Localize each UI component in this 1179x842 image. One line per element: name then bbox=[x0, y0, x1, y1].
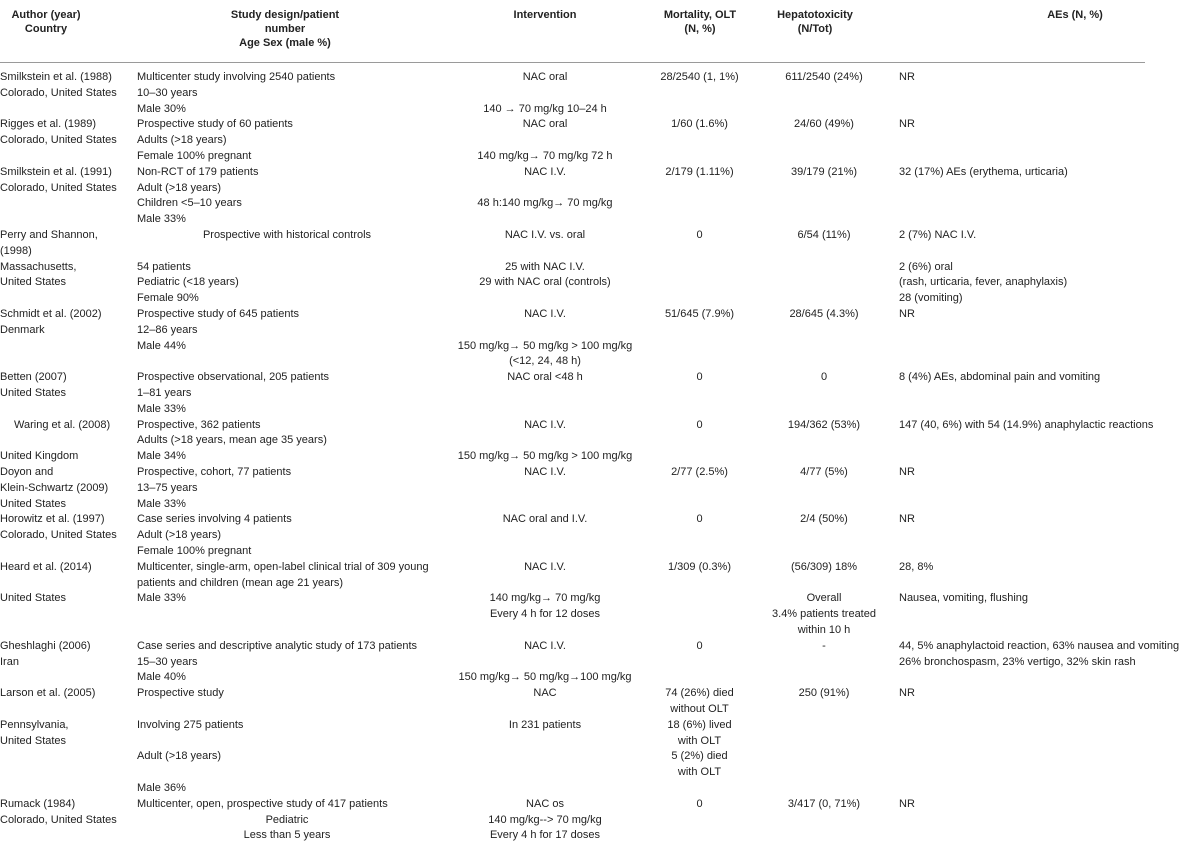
cell-mortality: 5 (2%) died bbox=[671, 750, 728, 763]
cell-hepatotoxicity: 2/4 (50%) bbox=[800, 513, 848, 526]
cell-aes: 8 (4%) AEs, abdominal pain and vomiting bbox=[899, 371, 1101, 384]
cell-hepatotoxicity: 24/60 (49%) bbox=[794, 118, 854, 131]
cell-intervention: 150 mg/kg→ 50 mg/kg→100 mg/kg bbox=[458, 671, 632, 684]
cell-author: Heard et al. (2014) bbox=[0, 560, 92, 573]
cell-intervention: NAC I.V. bbox=[524, 418, 566, 431]
cell-intervention: NAC oral bbox=[522, 118, 568, 131]
cell-author: United Kingdom bbox=[0, 450, 79, 463]
cell-design: Male 34% bbox=[137, 450, 186, 463]
cell-hepatotoxicity: 39/179 (21%) bbox=[790, 165, 858, 178]
cell-design: patients and children (mean age 21 years) bbox=[137, 576, 344, 589]
cell-intervention: NAC oral bbox=[522, 71, 568, 83]
cell-hepatotoxicity: 0 bbox=[820, 371, 828, 384]
cell-design: Involving 275 patients bbox=[137, 718, 244, 731]
cell-author: Pennsylvania, bbox=[0, 718, 69, 731]
cell-author: (1998) bbox=[0, 244, 32, 257]
cell-aes: NR bbox=[899, 308, 915, 320]
cell-hepatotoxicity: 194/362 (53%) bbox=[787, 418, 861, 431]
cell-mortality: 1/309 (0.3%) bbox=[668, 560, 731, 573]
cell-intervention: Every 4 h for 17 doses bbox=[489, 829, 601, 842]
cell-author: Colorado, United States bbox=[0, 134, 117, 147]
cell-aes: 2 (7%) NAC I.V. bbox=[899, 229, 977, 241]
cell-mortality: 2/179 (1.11%) bbox=[665, 165, 734, 178]
cell-intervention: NAC oral and I.V. bbox=[502, 513, 588, 526]
cell-aes: 147 (40, 6%) with 54 (14.9%) anaphylactic reactions bbox=[899, 418, 1154, 431]
cell-intervention: NAC I.V. bbox=[524, 308, 566, 320]
cell-design: Male 36% bbox=[137, 782, 186, 794]
cell-author: Rumack (1984) bbox=[0, 797, 76, 810]
header-line: Age Sex (male %) bbox=[239, 37, 331, 49]
cell-mortality: 0 bbox=[696, 639, 703, 652]
cell-intervention: NAC I.V. bbox=[524, 560, 566, 573]
cell-mortality: with OLT bbox=[677, 766, 722, 779]
cell-author: Smilkstein et al. (1991) bbox=[0, 165, 112, 178]
cell-author: United States bbox=[0, 497, 67, 510]
cell-design: Case series involving 4 patients bbox=[137, 513, 292, 526]
cell-design: Non-RCT of 179 patients bbox=[137, 165, 259, 178]
cell-design: Male 33% bbox=[137, 592, 186, 605]
cell-design: Multicenter study involving 2540 patients bbox=[137, 71, 336, 83]
cell-author: Colorado, United States bbox=[0, 86, 117, 99]
cell-design: Multicenter, open, prospective study of 417 patients bbox=[137, 797, 388, 810]
cell-mortality: with OLT bbox=[677, 734, 722, 747]
cell-mortality: 0 bbox=[696, 418, 703, 431]
cell-design: Male 30% bbox=[137, 102, 186, 115]
cell-design: Female 90% bbox=[137, 292, 199, 305]
cell-intervention: 140 mg/kg→ 70 mg/kg bbox=[489, 592, 601, 605]
cell-author: Schmidt et al. (2002) bbox=[0, 308, 102, 320]
cell-author: Klein-Schwartz (2009) bbox=[0, 481, 109, 494]
cell-intervention: 140 mg/kg--> 70 mg/kg bbox=[488, 813, 602, 826]
cell-design: 13–75 years bbox=[137, 481, 198, 494]
cell-design: Pediatric bbox=[265, 813, 309, 826]
cell-hepatotoxicity: 3/417 (0, 71%) bbox=[787, 797, 861, 810]
cell-design: 10–30 years bbox=[137, 86, 198, 99]
cell-hepatotoxicity: 6/54 (11%) bbox=[797, 229, 851, 241]
cell-intervention: 150 mg/kg→ 50 mg/kg > 100 mg/kg bbox=[457, 450, 633, 463]
cell-intervention: NAC oral <48 h bbox=[507, 371, 583, 384]
cell-design: Male 44% bbox=[137, 339, 186, 352]
cell-author: United States bbox=[0, 734, 67, 747]
cell-mortality: 0 bbox=[696, 513, 703, 526]
cell-design: 15–30 years bbox=[137, 655, 198, 668]
cell-aes: 44, 5% anaphylactoid reaction, 63% nausea and vomiting bbox=[899, 639, 1179, 652]
cell-hepatotoxicity: 3.4% patients treated bbox=[772, 608, 876, 621]
cell-intervention: (<12, 24, 48 h) bbox=[509, 355, 581, 368]
header-line: number bbox=[264, 23, 306, 35]
header-line: Hepatotoxicity bbox=[777, 9, 853, 21]
cell-aes: 28 (vomiting) bbox=[899, 292, 963, 305]
cell-intervention: NAC bbox=[533, 687, 557, 700]
cell-design: Less than 5 years bbox=[243, 829, 331, 842]
cell-design: Male 33% bbox=[137, 497, 186, 510]
cell-aes: NR bbox=[899, 71, 915, 83]
cell-mortality: without OLT bbox=[670, 703, 729, 715]
cell-mortality: 0 bbox=[696, 797, 703, 810]
cell-design: Adult (>18 years) bbox=[137, 750, 222, 763]
cell-intervention: 140 mg/kg→ 70 mg/kg 72 h bbox=[477, 150, 613, 162]
cell-design: Adult (>18 years) bbox=[137, 529, 222, 542]
header-line: Mortality, OLT bbox=[663, 9, 737, 21]
cell-intervention: NAC I.V. bbox=[524, 466, 566, 478]
cell-author: United States bbox=[0, 276, 67, 289]
cell-author: Doyon and bbox=[0, 466, 54, 478]
header-line: (N/Tot) bbox=[797, 23, 833, 35]
cell-mortality: 74 (26%) died bbox=[665, 687, 734, 700]
cell-intervention: In 231 patients bbox=[508, 718, 582, 731]
cell-intervention: 150 mg/kg→ 50 mg/kg > 100 mg/kg bbox=[457, 339, 633, 352]
cell-intervention: NAC I.V. vs. oral bbox=[504, 229, 586, 241]
cell-author: Colorado, United States bbox=[0, 813, 117, 826]
cell-author: Denmark bbox=[0, 323, 45, 336]
cell-design: Adults (>18 years, mean age 35 years) bbox=[137, 434, 327, 447]
cell-design: 12–86 years bbox=[137, 323, 198, 336]
cell-author: Smilkstein et al. (1988) bbox=[0, 71, 112, 83]
cell-aes: Nausea, vomiting, flushing bbox=[899, 592, 1029, 605]
cell-author: Waring et al. (2008) bbox=[14, 418, 111, 431]
cell-hepatotoxicity: - bbox=[822, 639, 826, 652]
cell-aes: NR bbox=[899, 797, 915, 810]
cell-intervention: 25 with NAC I.V. bbox=[505, 260, 585, 273]
cell-hepatotoxicity: 4/77 (5%) bbox=[800, 466, 848, 478]
cell-mortality: 1/60 (1.6%) bbox=[671, 118, 728, 131]
cell-design: Multicenter, single-arm, open-label clinical trial of 309 young bbox=[137, 560, 429, 573]
cell-author: Perry and Shannon, bbox=[0, 229, 98, 241]
cell-intervention: 48 h:140 mg/kg→ 70 mg/kg bbox=[477, 197, 613, 210]
cell-aes: 28, 8% bbox=[899, 560, 934, 573]
cell-hepatotoxicity: 28/645 (4.3%) bbox=[789, 308, 859, 320]
cell-design: 1–81 years bbox=[137, 387, 192, 399]
cell-aes: NR bbox=[899, 118, 915, 131]
cell-aes: 32 (17%) AEs (erythema, urticaria) bbox=[899, 165, 1068, 178]
cell-aes: (rash, urticaria, fever, anaphylaxis) bbox=[899, 276, 1068, 289]
cell-design: Prospective study bbox=[137, 687, 224, 700]
cell-author: Horowitz et al. (1997) bbox=[0, 513, 105, 526]
cell-hepatotoxicity: (56/309) 18% bbox=[790, 560, 858, 573]
cell-author: Rigges et al. (1989) bbox=[0, 118, 96, 131]
cell-design: Female 100% pregnant bbox=[137, 150, 252, 162]
cell-mortality: 18 (6%) lived bbox=[667, 718, 732, 731]
cell-hepatotoxicity: 250 (91%) bbox=[798, 687, 850, 700]
cell-intervention: 140 → 70 mg/kg 10–24 h bbox=[483, 102, 607, 115]
cell-design: Adults (>18 years) bbox=[137, 134, 227, 147]
cell-aes: 26% bronchospasm, 23% vertigo, 32% skin rash bbox=[899, 655, 1136, 668]
header-line: Study design/patient bbox=[230, 9, 340, 21]
cell-design: Female 100% pregnant bbox=[137, 545, 252, 557]
cell-mortality: 2/77 (2.5%) bbox=[671, 466, 728, 478]
cell-design: Case series and descriptive analytic study of 173 patients bbox=[137, 639, 418, 652]
cell-author: Betten (2007) bbox=[0, 371, 67, 384]
cell-author: Gheshlaghi (2006) bbox=[0, 639, 91, 652]
cell-design: Prospective observational, 205 patients bbox=[137, 371, 330, 384]
cell-mortality: 0 bbox=[696, 229, 703, 241]
cell-design: Prospective, 362 patients bbox=[137, 418, 261, 431]
cell-author: Colorado, United States bbox=[0, 529, 117, 542]
cell-aes: NR bbox=[899, 513, 915, 526]
cell-author: Colorado, United States bbox=[0, 181, 117, 194]
cell-intervention: NAC os bbox=[526, 797, 564, 810]
cell-design: Male 33% bbox=[137, 213, 186, 226]
cell-design: Prospective with historical controls bbox=[202, 229, 372, 241]
cell-mortality: 0 bbox=[696, 371, 703, 384]
cell-design: Male 40% bbox=[137, 671, 186, 684]
cell-design: Adult (>18 years) bbox=[137, 181, 222, 194]
cell-intervention: 29 with NAC oral (controls) bbox=[479, 276, 611, 289]
cell-design: Prospective study of 60 patients bbox=[137, 118, 293, 131]
cell-mortality: 28/2540 (1, 1%) bbox=[660, 71, 739, 83]
header-line: Country bbox=[24, 23, 68, 35]
header-line: Author (year) bbox=[11, 9, 81, 21]
cell-design: Prospective study of 645 patients bbox=[137, 308, 300, 320]
cell-design: Prospective, cohort, 77 patients bbox=[137, 466, 292, 478]
cell-author: United States bbox=[0, 387, 67, 399]
cell-design: Children <5–10 years bbox=[137, 197, 242, 210]
cell-hepatotoxicity: Overall bbox=[806, 592, 842, 605]
cell-hepatotoxicity: within 10 h bbox=[797, 624, 851, 636]
cell-author: Larson et al. (2005) bbox=[0, 687, 96, 700]
cell-author: Iran bbox=[0, 655, 19, 668]
header-line: (N, %) bbox=[684, 23, 716, 35]
cell-author: Massachusetts, bbox=[0, 260, 77, 273]
cell-intervention: Every 4 h for 12 doses bbox=[489, 608, 601, 621]
header-line: AEs (N, %) bbox=[1047, 9, 1103, 21]
cell-design: Male 33% bbox=[137, 402, 186, 415]
cell-author: United States bbox=[0, 592, 67, 605]
cell-mortality: 51/645 (7.9%) bbox=[664, 308, 735, 320]
cell-aes: 2 (6%) oral bbox=[899, 260, 953, 273]
header-line: Intervention bbox=[513, 9, 577, 21]
cell-aes: NR bbox=[899, 687, 915, 700]
cell-design: 54 patients bbox=[137, 260, 191, 273]
cell-intervention: NAC I.V. bbox=[524, 165, 566, 178]
cell-intervention: NAC I.V. bbox=[524, 639, 566, 652]
cell-design: Pediatric (<18 years) bbox=[137, 276, 239, 289]
cell-aes: NR bbox=[899, 466, 915, 478]
cell-hepatotoxicity: 611/2540 (24%) bbox=[785, 71, 863, 83]
